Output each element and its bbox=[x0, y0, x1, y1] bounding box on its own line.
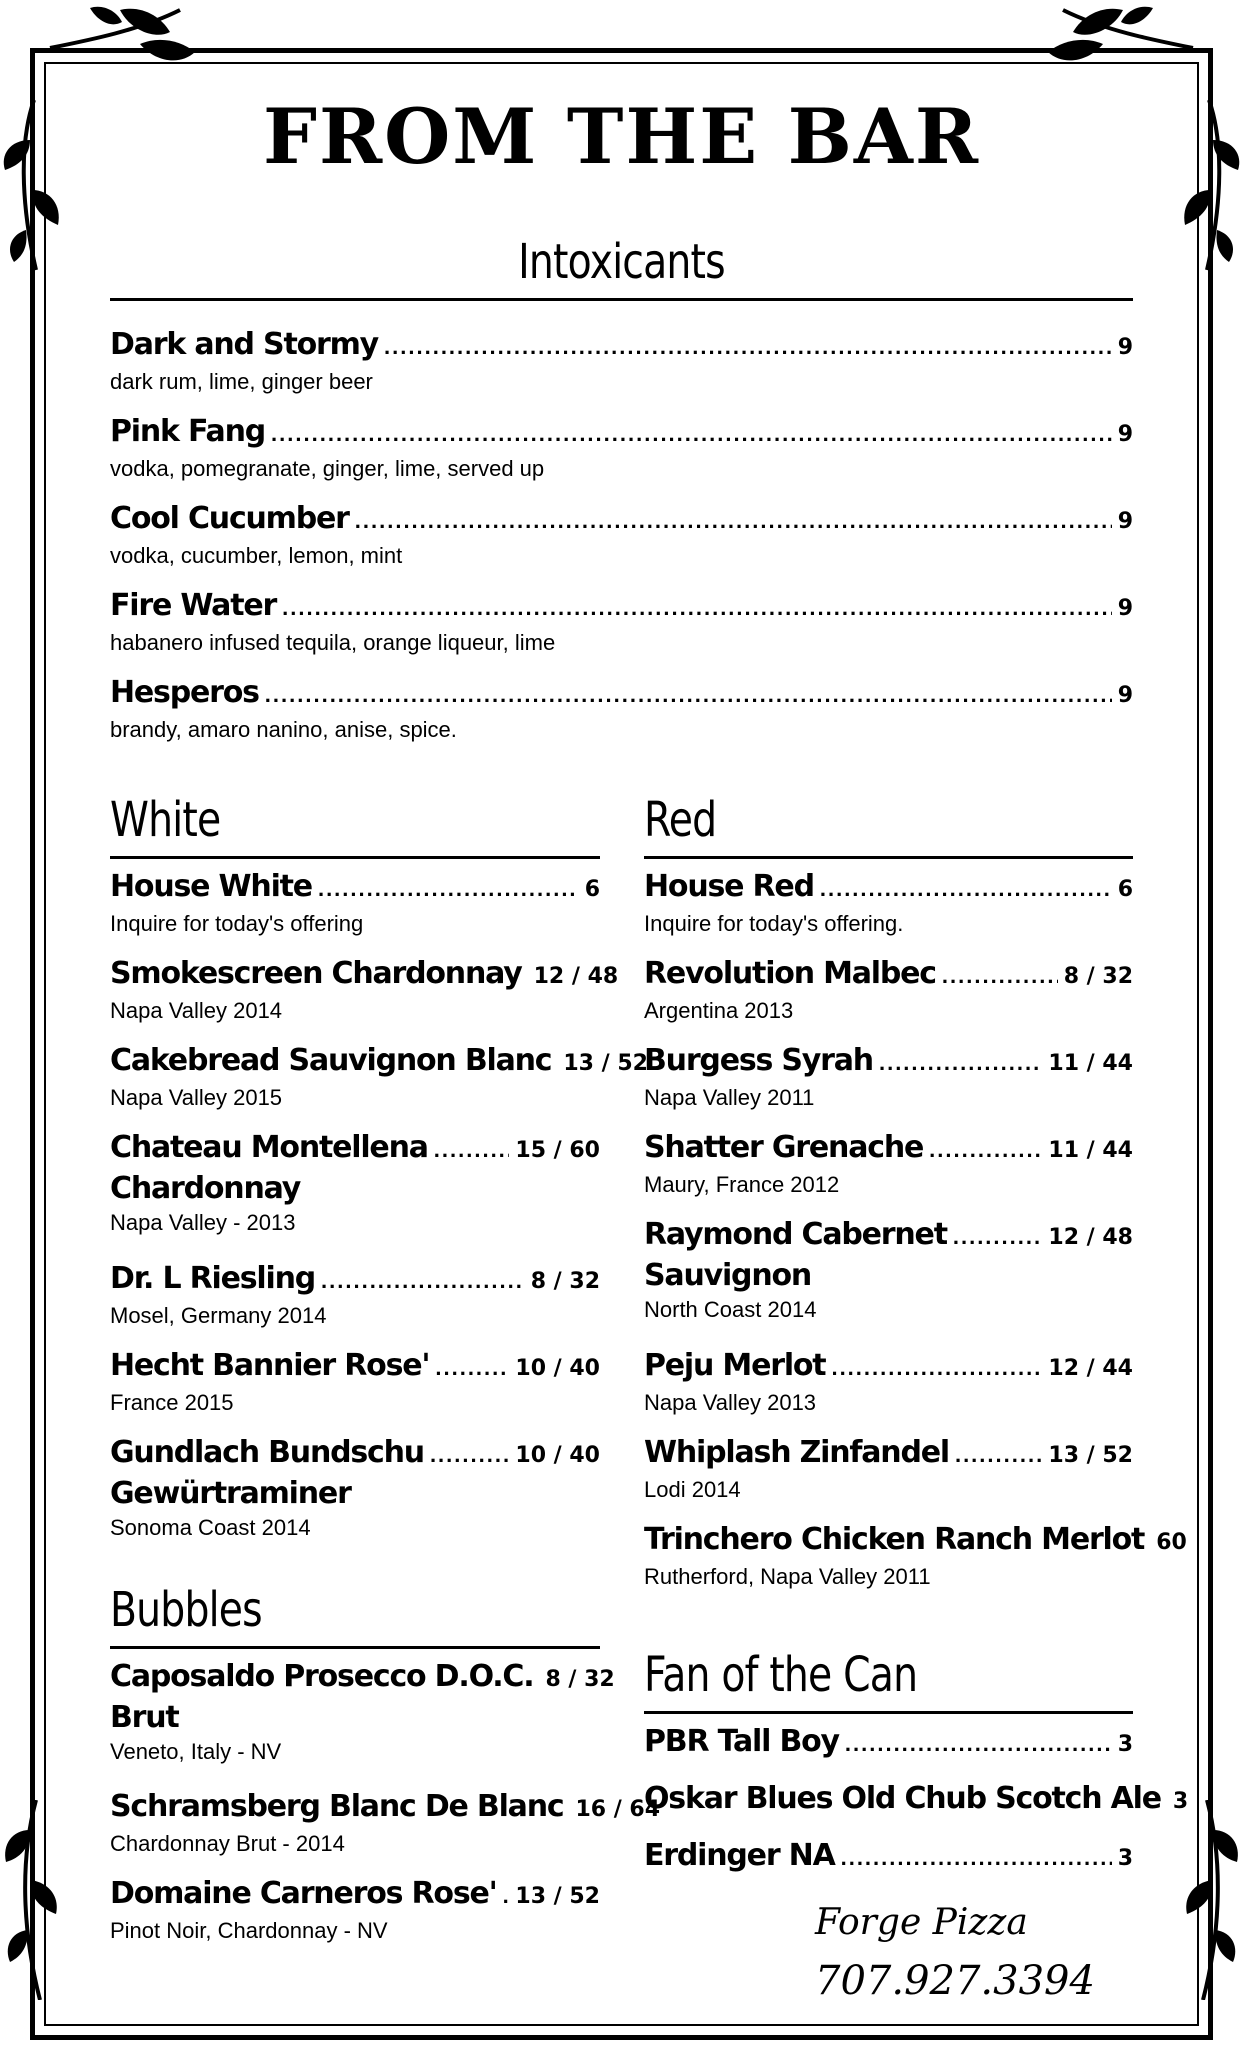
menu-item-description: Napa Valley - 2013 bbox=[110, 1210, 296, 1235]
menu-item-price: 3 bbox=[1172, 1789, 1189, 1814]
menu-item-row bbox=[110, 1788, 661, 1829]
menu-item bbox=[644, 1723, 1133, 1764]
dot-leader bbox=[318, 876, 579, 902]
menu-item bbox=[110, 1347, 600, 1418]
menu-item-description: brandy, amaro nanino, anise, spice. bbox=[110, 717, 457, 742]
menu-item-name: Oskar Blues Old Chub Scotch Ale bbox=[644, 1781, 1161, 1816]
menu-item-price: 8 / 32 bbox=[1063, 964, 1133, 989]
menu-item bbox=[110, 1788, 661, 1859]
menu-item-price: 13 / 52 bbox=[1048, 1443, 1133, 1468]
menu-item-description: Sonoma Coast 2014 bbox=[110, 1515, 311, 1540]
menu-item-price: 12 / 44 bbox=[1048, 1356, 1133, 1381]
menu-item-name: Erdinger NA bbox=[644, 1838, 835, 1873]
dot-leader bbox=[879, 1050, 1042, 1076]
menu-item-description: Argentina 2013 bbox=[644, 998, 794, 1023]
menu-item-row bbox=[644, 868, 1133, 909]
restaurant-name: Forge Pizza bbox=[815, 1902, 1028, 1943]
menu-item bbox=[644, 955, 1133, 1026]
menu-item bbox=[110, 1260, 600, 1331]
menu-item-name: House White bbox=[110, 869, 312, 904]
menu-item-name: Cool Cucumber bbox=[110, 501, 349, 536]
menu-item-name: Shatter Grenache bbox=[644, 1130, 924, 1165]
leaf-ornament-left-lower-icon bbox=[0, 1800, 70, 2000]
menu-item-description: Chardonnay Brut - 2014 bbox=[110, 1831, 345, 1856]
menu-item bbox=[110, 500, 1133, 571]
menu-item-description: Napa Valley 2013 bbox=[644, 1390, 817, 1415]
menu-item bbox=[644, 1521, 1187, 1592]
menu-item-name: House Red bbox=[644, 869, 814, 904]
menu-item-name: Dr. L Riesling bbox=[110, 1261, 316, 1296]
menu-item bbox=[110, 674, 1133, 745]
menu-item bbox=[110, 1434, 600, 1543]
menu-item-price: 8 / 32 bbox=[530, 1269, 600, 1294]
dot-leader bbox=[845, 1731, 1112, 1757]
section-rule-fan-of-the-can bbox=[644, 1711, 1133, 1714]
dot-leader bbox=[321, 1268, 525, 1294]
dot-leader bbox=[271, 421, 1112, 447]
page-title: FROM THE BAR bbox=[262, 92, 981, 181]
menu-item bbox=[110, 413, 1133, 484]
menu-item-row bbox=[644, 1129, 1133, 1170]
menu-item-price: 12 / 48 bbox=[533, 964, 619, 989]
menu-item-price: 9 bbox=[1117, 596, 1133, 621]
menu-item bbox=[110, 868, 600, 939]
dot-leader bbox=[953, 1224, 1043, 1250]
menu-item-row bbox=[644, 1521, 1187, 1562]
dot-leader bbox=[430, 1442, 509, 1468]
menu-item bbox=[110, 1875, 600, 1946]
menu-item-name-continued: Gewürtraminer bbox=[110, 1476, 351, 1511]
menu-item-name-continued: Brut bbox=[110, 1700, 179, 1735]
menu-item bbox=[110, 955, 619, 1026]
menu-item-name: Schramsberg Blanc De Blanc bbox=[110, 1789, 564, 1824]
menu-item-row bbox=[110, 955, 619, 996]
dot-leader bbox=[434, 1137, 510, 1163]
dot-leader bbox=[831, 1355, 1042, 1381]
menu-item-name: Whiplash Zinfandel bbox=[644, 1435, 949, 1470]
menu-item-row bbox=[110, 326, 1133, 367]
menu-item-price: 10 / 40 bbox=[515, 1443, 600, 1468]
menu-item-row bbox=[110, 1042, 648, 1083]
dot-leader bbox=[355, 508, 1112, 534]
menu-item-price: 13 / 52 bbox=[563, 1051, 648, 1076]
dot-leader bbox=[820, 876, 1112, 902]
menu-item-price: 11 / 44 bbox=[1048, 1138, 1133, 1163]
menu-item-name: Hesperos bbox=[110, 675, 259, 710]
menu-item bbox=[110, 326, 1133, 397]
menu-item-row bbox=[110, 868, 600, 909]
menu-item bbox=[644, 1837, 1133, 1878]
menu-item-name: Trinchero Chicken Ranch Merlot bbox=[644, 1522, 1145, 1557]
menu-item-row bbox=[644, 1434, 1133, 1475]
menu-item-name: Burgess Syrah bbox=[644, 1043, 873, 1078]
leaf-ornament-right-lower-icon bbox=[1173, 1800, 1243, 2000]
menu-item-description: Veneto, Italy - NV bbox=[110, 1739, 282, 1764]
menu-item-row bbox=[644, 1042, 1133, 1083]
menu-item-description: dark rum, lime, ginger beer bbox=[110, 369, 373, 394]
menu-item bbox=[644, 868, 1133, 939]
menu-item-name-continued: Chardonnay bbox=[110, 1171, 301, 1206]
menu-item-price: 8 / 32 bbox=[545, 1667, 615, 1692]
menu-item-name: Pink Fang bbox=[110, 414, 266, 449]
menu-item-description: Napa Valley 2014 bbox=[110, 998, 283, 1023]
menu-item-description: Lodi 2014 bbox=[644, 1477, 741, 1502]
menu-item-name-continued: Sauvignon bbox=[644, 1258, 812, 1293]
menu-item bbox=[644, 1042, 1133, 1113]
menu-item-name: PBR Tall Boy bbox=[644, 1724, 839, 1759]
menu-item-name: Chateau Montellena bbox=[110, 1130, 428, 1165]
menu-item-row bbox=[110, 1347, 600, 1388]
menu-item-row bbox=[110, 587, 1133, 628]
menu-item-row bbox=[110, 1434, 600, 1475]
menu-item-description: Napa Valley 2011 bbox=[644, 1085, 815, 1110]
dot-leader bbox=[282, 595, 1112, 621]
menu-item-description: habanero infused tequila, orange liqueur, lime bbox=[110, 630, 556, 655]
menu-item-description: vodka, pomegranate, ginger, lime, served up bbox=[110, 456, 545, 481]
menu-item-name: Caposaldo Prosecco D.O.C. bbox=[110, 1659, 534, 1694]
menu-item-row bbox=[644, 1837, 1133, 1878]
menu-item-description: Rutherford, Napa Valley 2011 bbox=[644, 1564, 931, 1589]
menu-item bbox=[644, 1129, 1133, 1200]
menu-item-row bbox=[644, 1347, 1133, 1388]
menu-item-row bbox=[644, 1780, 1189, 1821]
menu-item-row bbox=[110, 1875, 600, 1916]
menu-item bbox=[110, 587, 1133, 658]
menu-item bbox=[644, 1434, 1133, 1505]
menu-item-name: Hecht Bannier Rose' bbox=[110, 1348, 430, 1383]
section-rule-intoxicants bbox=[110, 298, 1133, 301]
menu-item-price: 9 bbox=[1117, 422, 1133, 447]
menu-item-price: 15 / 60 bbox=[515, 1138, 600, 1163]
section-heading-white: White bbox=[110, 792, 221, 848]
menu-item-row bbox=[110, 1129, 600, 1170]
menu-item-price: 6 bbox=[584, 877, 600, 902]
menu-item-row bbox=[110, 674, 1133, 715]
dot-leader bbox=[435, 1355, 509, 1381]
menu-item-description: vodka, cucumber, lemon, mint bbox=[110, 543, 403, 568]
menu-item-price: 11 / 44 bbox=[1048, 1051, 1133, 1076]
menu-item-name: Gundlach Bundschu bbox=[110, 1435, 424, 1470]
menu-item-price: 3 bbox=[1117, 1732, 1133, 1757]
menu-item-name: Peju Merlot bbox=[644, 1348, 826, 1383]
menu-item-name: Fire Water bbox=[110, 588, 277, 623]
menu-item-name: Revolution Malbec bbox=[644, 956, 936, 991]
menu-item-row bbox=[644, 1216, 1133, 1257]
section-heading-red: Red bbox=[644, 792, 717, 848]
menu-item-description: Pinot Noir, Chardonnay - NV bbox=[110, 1918, 388, 1943]
dot-leader bbox=[503, 1883, 510, 1909]
menu-item-price: 9 bbox=[1117, 683, 1133, 708]
menu-item-description: Mosel, Germany 2014 bbox=[110, 1303, 327, 1328]
dot-leader bbox=[265, 682, 1112, 708]
menu-item-description: Inquire for today's offering. bbox=[644, 911, 904, 936]
menu-item-row bbox=[644, 1723, 1133, 1764]
menu-item-price: 9 bbox=[1117, 335, 1133, 360]
menu-item-price: 9 bbox=[1117, 509, 1133, 534]
menu-item-price: 12 / 48 bbox=[1048, 1225, 1133, 1250]
menu-item-price: 16 / 64 bbox=[575, 1797, 661, 1822]
section-rule-red bbox=[644, 856, 1133, 859]
menu-item-price: 60 bbox=[1156, 1530, 1187, 1555]
menu-item-row bbox=[110, 500, 1133, 541]
menu-item-price: 10 / 40 bbox=[515, 1356, 600, 1381]
dot-leader bbox=[841, 1845, 1112, 1871]
menu-item-description: Inquire for today's offering bbox=[110, 911, 364, 936]
menu-item bbox=[110, 1658, 615, 1767]
menu-item-price: 13 / 52 bbox=[515, 1884, 600, 1909]
restaurant-phone: 707.927.3394 bbox=[815, 1958, 1095, 2004]
menu-item-row bbox=[110, 1658, 615, 1699]
menu-item-row bbox=[644, 955, 1133, 996]
menu-item-name: Dark and Stormy bbox=[110, 327, 379, 362]
menu-item bbox=[644, 1347, 1133, 1418]
menu-item-row bbox=[110, 1260, 600, 1301]
section-rule-bubbles bbox=[110, 1646, 600, 1649]
menu-item bbox=[644, 1780, 1189, 1821]
section-heading-fan-of-the-can: Fan of the Can bbox=[644, 1647, 918, 1703]
menu-item-description: France 2015 bbox=[110, 1390, 234, 1415]
menu-item-name: Smokescreen Chardonnay bbox=[110, 956, 522, 991]
menu-item bbox=[110, 1129, 600, 1238]
menu-item-description: Maury, France 2012 bbox=[644, 1172, 840, 1197]
menu-item-name: Raymond Cabernet bbox=[644, 1217, 947, 1252]
menu-item-price: 3 bbox=[1117, 1846, 1133, 1871]
section-rule-white bbox=[110, 856, 600, 859]
menu-item-name: Domaine Carneros Rose' bbox=[110, 1876, 497, 1911]
dot-leader bbox=[942, 963, 1058, 989]
menu-item-name: Cakebread Sauvignon Blanc bbox=[110, 1043, 552, 1078]
menu-item bbox=[110, 1042, 648, 1113]
dot-leader bbox=[384, 334, 1112, 360]
menu-item-row bbox=[110, 413, 1133, 454]
menu-item-price: 6 bbox=[1117, 877, 1133, 902]
dot-leader bbox=[955, 1442, 1042, 1468]
section-heading-bubbles: Bubbles bbox=[110, 1582, 262, 1638]
section-heading-intoxicants: Intoxicants bbox=[518, 234, 725, 290]
menu-item-description: Napa Valley 2015 bbox=[110, 1085, 283, 1110]
menu-item-description: North Coast 2014 bbox=[644, 1297, 817, 1322]
dot-leader bbox=[929, 1137, 1042, 1163]
menu-item bbox=[644, 1216, 1133, 1325]
